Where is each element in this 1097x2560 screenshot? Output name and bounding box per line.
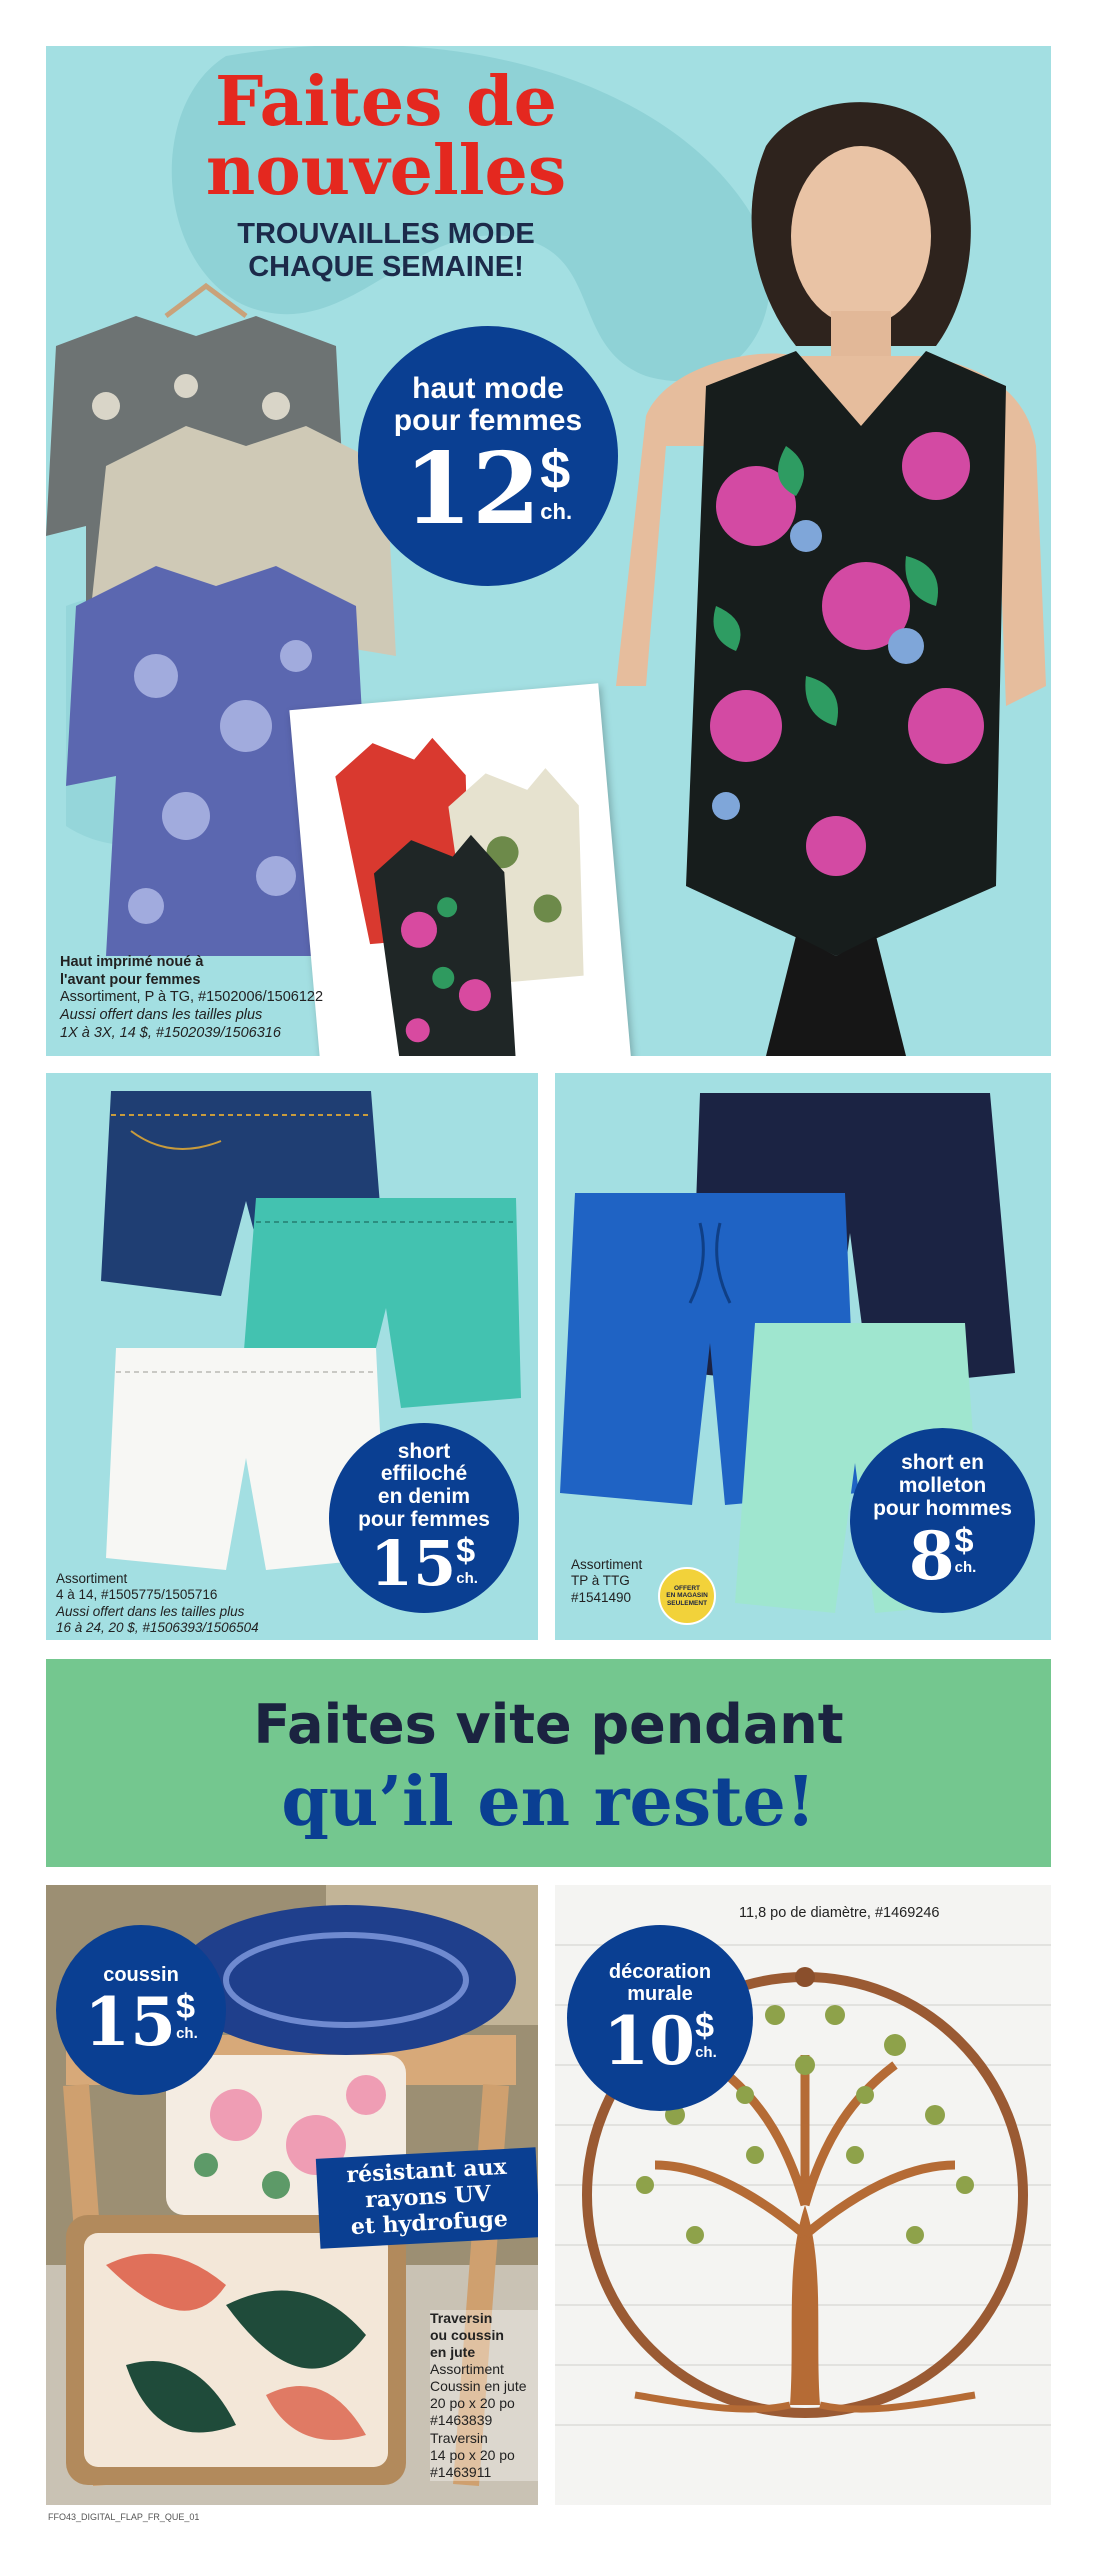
cushion-line-3: 20 po x 20 po <box>430 2395 515 2412</box>
cushion-line-7: #1463911 <box>430 2463 492 2480</box>
model-image <box>606 86 1051 1056</box>
fleece-line-3: #1541490 <box>571 1589 632 1605</box>
cushion-badge-unit: ch. <box>176 2025 198 2043</box>
fleece-shorts-panel <box>555 1073 1051 1640</box>
top-badge-label-1: haut mode <box>412 371 564 405</box>
fleece-shorts-details <box>571 1557 671 1606</box>
cushion-title-3: en jute <box>430 2344 476 2361</box>
stamp-line-3: SEULEMENT <box>666 1599 708 1607</box>
top-badge-price-value: 12 <box>403 432 541 548</box>
top-badge-price <box>403 432 573 548</box>
top-product-line-1: Assortiment, P à TG, #1502006/1506122 <box>60 989 324 1006</box>
denim-shorts-price-badge <box>329 1423 519 1613</box>
top-badge-currency: $ <box>540 440 571 501</box>
denim-badge-label-1: short <box>397 1439 451 1463</box>
uv-line-1: résistant aux <box>345 2153 508 2189</box>
hero-headline <box>176 62 596 212</box>
fleece-badge-label-3: pour hommes <box>873 1496 1012 1520</box>
denim-badge-price <box>370 1527 478 1601</box>
denim-badge-label-3: en denim <box>377 1485 471 1508</box>
top-product-details <box>60 954 400 1042</box>
fleece-badge-label-2: molleton <box>898 1474 987 1498</box>
cushion-title-1: Traversin <box>430 2310 493 2326</box>
cushion-badge-price-value: 15 <box>84 1982 177 2061</box>
wall-badge-currency: $ <box>695 2006 714 2045</box>
hurry-banner <box>46 1659 1051 1867</box>
fleece-shorts-price-badge <box>850 1428 1035 1613</box>
denim-line-2: 4 à 14, #1505775/1505716 <box>56 1587 218 1603</box>
hero-panel <box>46 46 1051 1056</box>
denim-italic-2: 16 à 24, 20 $, #1506393/1506504 <box>56 1620 259 1636</box>
top-product-title-1: Haut imprimé noué à <box>60 954 204 970</box>
wall-decor-caption: 11,8 po de diamètre, #1469246 <box>739 1905 940 1921</box>
cushion-line-2: Coussin en jute <box>430 2378 527 2395</box>
fleece-badge-label-1: short en <box>901 1451 984 1475</box>
hero-subline <box>206 218 566 285</box>
hero-headline-line-1: Faites de <box>215 62 557 142</box>
denim-badge-currency: $ <box>456 1532 476 1571</box>
cushion-badge-price <box>84 1982 198 2061</box>
top-badge-label-2: pour femmes <box>393 404 583 437</box>
fleece-line-2: TP à TTG <box>571 1573 630 1589</box>
hero-headline-line-2: nouvelles <box>205 131 567 212</box>
fleece-badge-currency: $ <box>954 1521 974 1560</box>
cushion-line-1: Assortiment <box>430 2361 504 2378</box>
uv-line-2: rayons UV <box>364 2180 492 2214</box>
fleece-badge-unit: ch. <box>954 1558 977 1576</box>
cushion-badge-currency: $ <box>176 1987 195 2026</box>
cushion-badge-label: coussin <box>103 1964 179 1987</box>
cushion-title-2: ou coussin <box>430 2327 504 2344</box>
wall-decor-panel <box>555 1885 1051 2505</box>
denim-shorts-panel <box>46 1073 538 1640</box>
cushion-line-6: 14 po x 20 po <box>430 2446 515 2463</box>
uv-resistant-callout <box>316 2147 538 2248</box>
fleece-line-1: Assortiment <box>571 1557 643 1572</box>
top-product-italic-1: Aussi offert dans les tailles plus <box>60 1007 263 1024</box>
cushion-line-5: Traversin <box>430 2429 488 2446</box>
top-product-italic-2: 1X à 3X, 14 $, #1502039/1506316 <box>60 1024 281 1041</box>
denim-italic-1: Aussi offert dans les tailles plus <box>56 1603 245 1619</box>
wall-decor-price-badge <box>567 1925 753 2111</box>
top-product-title-2: l'avant pour femmes <box>60 971 201 988</box>
cushion-price-badge <box>56 1925 226 2095</box>
top-price-badge <box>358 326 618 586</box>
denim-badge-label-4: pour femmes <box>358 1507 490 1531</box>
fleece-badge-price <box>908 1516 977 1595</box>
banner-line-1: Faites vite pendant <box>253 1693 844 1756</box>
top-badge-unit: ch. <box>540 498 573 524</box>
hero-subline-line-2: CHAQUE SEMAINE! <box>248 251 524 284</box>
wall-badge-label-1: décoration <box>608 1961 712 1984</box>
denim-shorts-details <box>56 1571 356 1637</box>
fleece-badge-price-value: 8 <box>908 1516 955 1595</box>
wall-badge-price-value: 10 <box>603 2001 696 2080</box>
hero-subline-line-1: TROUVAILLES MODE <box>237 218 535 250</box>
denim-line-1: Assortiment <box>56 1571 128 1586</box>
cushion-line-4: #1463839 <box>430 2412 493 2429</box>
denim-badge-unit: ch. <box>456 1569 478 1587</box>
wall-badge-price <box>603 2001 717 2080</box>
banner-line-2: qu’il en reste! <box>281 1762 816 1842</box>
stamp-line-2: EN MAGASIN <box>666 1592 708 1600</box>
wall-badge-label-2: murale <box>627 1983 693 2005</box>
uv-line-3: et hydrofuge <box>350 2205 509 2240</box>
cushion-details <box>430 2310 538 2481</box>
cushion-panel <box>46 1885 538 2505</box>
in-store-only-stamp <box>658 1567 716 1625</box>
wall-badge-unit: ch. <box>695 2043 717 2061</box>
denim-badge-price-value: 15 <box>370 1527 457 1601</box>
denim-badge-label-2: effiloché <box>380 1462 468 1486</box>
footer-code: FFO43_DIGITAL_FLAP_FR_QUE_01 <box>48 2512 200 2522</box>
stamp-line-1: OFFERT <box>674 1584 700 1592</box>
